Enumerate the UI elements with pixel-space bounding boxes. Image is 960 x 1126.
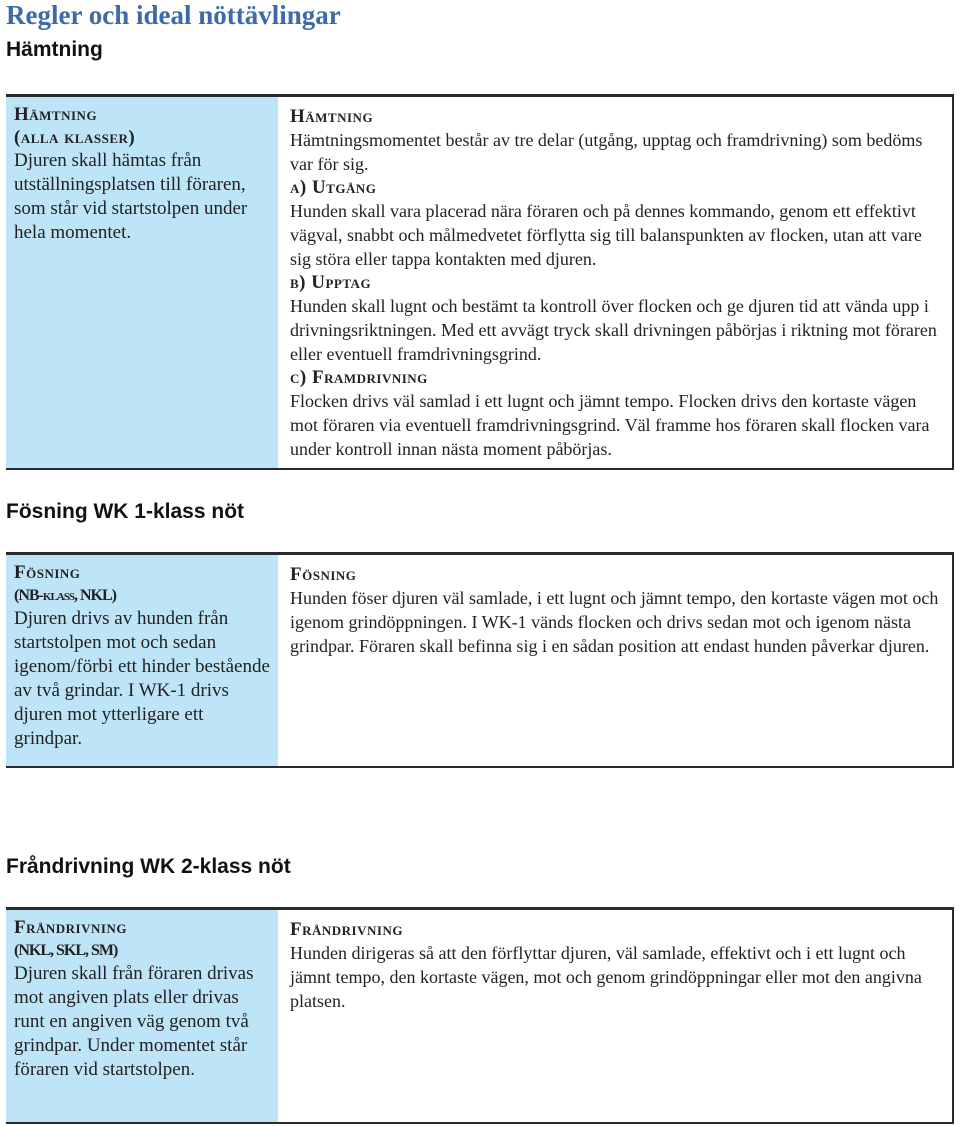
summary-subtitle: (alla klasser) (14, 127, 136, 148)
summary-subtitle: (NB-klass, NKL) (14, 587, 116, 604)
rule-detail-panel (278, 97, 952, 468)
summary-text: Djuren skall hämtas från utställningsplatsen till föraren, som står vid startstolpen under hela momentet. (14, 150, 248, 243)
summary-text: Djuren drivs av hunden från startstolpen mot och sedan igenom/förbi ett hinder bestående av två grindar. I WK-1 drivs djuren mot ytterligare ett grindpar. (14, 608, 270, 749)
summary-subtitle: (NKL, SKL, SM) (14, 942, 118, 959)
detail-title: Hämtning (290, 106, 374, 127)
rule-detail-panel (278, 910, 952, 1122)
rule-box-hamtning (6, 94, 954, 470)
detail-title: Fråndrivning (290, 919, 403, 940)
summary-title: Fråndrivning (14, 917, 127, 938)
detail-title: Fösning (290, 564, 357, 585)
summary-text: Djuren skall från föraren drivas mot angiven plats eller drivas runt en angiven väg genom två grindpar. Under momentet står föraren vid startstolpen. (14, 963, 254, 1080)
part-title-utgang: a) Utgång (290, 177, 377, 198)
summary-title: Fösning (14, 562, 81, 583)
part-title-upptag: b) Upptag (290, 272, 372, 293)
section-heading-frandrivning: Fråndrivning WK 2-klass nöt (6, 855, 291, 878)
rule-box-fosning (6, 552, 954, 768)
summary-title: Hämtning (14, 104, 98, 125)
rule-summary-panel (6, 910, 278, 1122)
section-heading-hamtning: Hämtning (6, 38, 103, 61)
detail-text: Hunden föser djuren väl samlade, i ett lugnt och jämnt tempo, den kortaste vägen mot och igenom grindöppningen. I WK-1 vänds flocken och drivs sedan mot och igenom nästa grindpar. Föraren skall befinna sig i en sådan position att endast hunden påverkar djuren. (290, 588, 939, 656)
part-text-utgang: Hunden skall vara placerad nära föraren och på dennes kommando, genom ett effektivt vägval, snabbt och målmedvetet förflytta sig till balanspunkten av flocken, utan att vare sig störa eller tappa kontakten med djuren. (290, 201, 922, 269)
rule-summary-panel (6, 97, 278, 468)
detail-intro: Hämtningsmomentet består av tre delar (utgång, upptag och framdrivning) som bedöms var för sig. (290, 130, 923, 174)
section-heading-fosning: Fösning WK 1-klass nöt (6, 500, 245, 523)
part-text-upptag: Hunden skall lugnt och bestämt ta kontroll över flocken och ge djuren tid att vända upp i drivningsriktningen. Med ett avvägt tryck skall drivningen påbörjas i riktning mot föraren eller eventuell framdrivningsgrind. (290, 296, 937, 364)
part-title-framdrivning: c) Framdrivning (290, 367, 428, 388)
detail-text: Hunden dirigeras så att den förflyttar djuren, väl samlade, effektivt och i ett lugnt och jämnt tempo, den kortaste vägen, mot och genom grindöppningar eller mot den angivna platsen. (290, 943, 922, 1011)
rule-detail-panel (278, 555, 952, 766)
rule-summary-panel (6, 555, 278, 766)
page-title: Regler och ideal nöttävlingar (6, 0, 341, 30)
part-text-framdrivning: Flocken drivs väl samlad i ett lugnt och jämnt tempo. Flocken drivs den kortaste vägen mot föraren via eventuell framdrivningsgrind. Väl framme hos föraren skall flocken vara under kontroll innan nästa moment påbörjas. (290, 391, 930, 459)
rule-box-frandrivning (6, 907, 954, 1124)
